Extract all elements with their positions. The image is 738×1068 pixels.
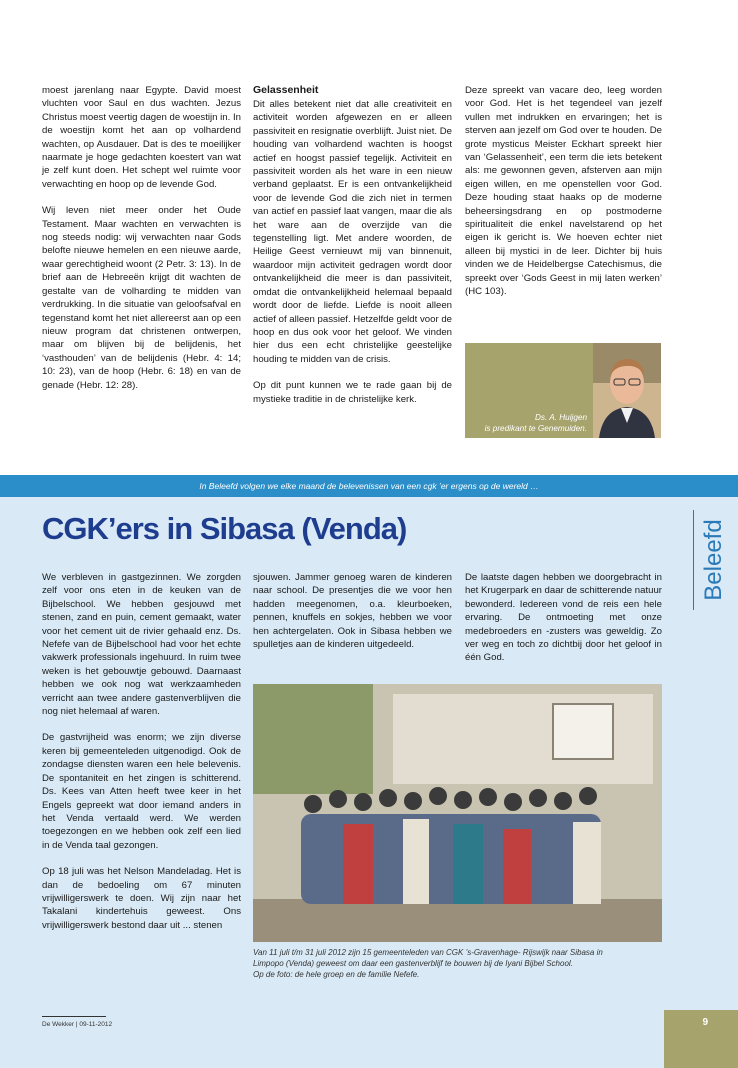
group-photo	[253, 684, 662, 942]
paragraph: De laatste dagen hebben we doorgebracht in het Krugerpark en daar de schitterende natuur bewonderd. Iedereen vond de reis een hele ervaring. De ontmoeting met onze medebroeders en -zusters was geweldig. Zo ver weg en toch zo dichtbij door het geloof in één God.	[465, 572, 662, 664]
article-column-1	[42, 84, 241, 405]
group-photo-image	[253, 684, 662, 942]
paragraph: Wij leven niet meer onder het Oude Testament. Maar wachten en verwachten is nog steeds nodig: wij verwachten naar Gods belofte nieuwe hemelen en een nieuwe aarde, waar gerechtigheid woont (2 Petr. 3: 13). In de brief aan de Hebreeën krijgt dit wachten de gestalte van de volharding te midden van verdrukking. In die situatie van geloofsafval en tegenstand komt het niet allereerst aan op een nieuw program dat christenen ontwerpen, maar om blijven bij de belijdenis, het ‘vasthouden’ van de belijdenis (Hebr. 4: 14; 10: 23), van de hoop (Hebr. 6: 18) en van de genade (Hebr. 12: 28).	[42, 205, 241, 391]
paragraph: sjouwen. Jammer genoeg waren de kinderen naar school. De presentjes die we voor hen hadden meegenomen, o.a. kleurboeken, pennen, knuffels en sokjes, hebben we voor hen achtergelaten. Ook in Sibasa hebben we spulletjes aan de kinderen uitgedeeld.	[253, 572, 452, 651]
story-column-3	[465, 571, 662, 678]
paragraph: Deze spreekt van vacare deo, leeg worden voor God. Het is het tegendeel van jezelf vullen met indrukken en ervaringen; het is sterven aan jezelf om God over te houden. De grote mysticus Meister Eckhart spreekt hier van ‘Gelassenheit’, een term die iets betekent als: me gewonnen geven, afsterven aan mijn eigen willen, en me openstellen voor God. Deze houding staat haaks op de moderne beheersingsdrang en op postmoderne spiritualiteit die enkel navelstarend op het eigen ik gericht is. We hoeven echter niet alleen bij mystici in de leer. Dichter bij huis vinden we de Heidelbergse Catechismus, die spreekt over ‘Gods Geest in mij laten werken’ (HC 103).	[465, 85, 662, 298]
section-heading: Gelassenheit	[253, 84, 319, 96]
paragraph: Op 18 juli was het Nelson Mandeladag. Het is dan de bedoeling om 67 minuten vrijwilligerswerk te doen. Wij zijn naar het Takalani kindertehuis geweest. Ons vrijwilligerswerk bestond daar uit ... stenen	[42, 866, 241, 931]
page-number: 9	[702, 1017, 708, 1028]
author-caption: Ds. A. Huijgen is predikant te Genemuiden.	[484, 413, 587, 433]
section-tab-label: Beleefd	[700, 519, 727, 601]
author-box	[465, 343, 661, 438]
photo-caption: Van 11 juli t/m 31 juli 2012 zijn 15 gemeenteleden van CGK ’s-Gravenhage- Rijswijk naar Sibasa in Limpopo (Venda) geweest om daar een gastenverblijf te bouwen bij de Iyani Bijbel School. Op de foto: de hele groep en de familie Nefefe.	[253, 948, 603, 979]
footer-rule	[42, 1016, 106, 1017]
paragraph: De gastvrijheid was enorm; we zijn diverse keren bij gemeenteleden uitgenodigd. Ook de zondagse diensten waren een hele belevenis. De spontaniteit en het zingen is schitterend. Ds. Kees van Atten heeft twee keer in het Engels gepreekt wat door iemand anders in het Venda vertaald werd. We werden toegezongen en we hebben ook zelf een lied in de Venda taal gezongen.	[42, 732, 241, 851]
article-column-3	[465, 84, 662, 312]
portrait-image	[593, 343, 661, 438]
paragraph: Dit alles betekent niet dat alle creativiteit en activiteit worden afgewezen en er alleen passiviteit en resignatie overblijft. Juist niet. De houding van volhardend wachten is hoogst actief en hoogst passief tegelijk. Activiteit en passiviteit worden als het ware in een nieuw verband geplaatst. Er is een ontvankelijkheid voor de levende God die zich niet in termen van actief en passief laat vangen, maar die als het ware aan de overzijde van die tegenstelling ligt. Met andere woorden, de Heilige Geest vernieuwt mij van binnenuit, waardoor mijn activiteit gedragen wordt door ontvankelijkheid die meer is dan passiviteit, omdat die ontvankelijkheid helemaal bepaald wordt door de liefde. Liefde is nooit alleen actief of alleen passief. Hetzelfde geldt voor de hoop en dus ook voor het geloof. We vinden hier dus een echt christelijke geestelijke houding te midden van de crisis.	[253, 99, 452, 365]
paragraph: moest jarenlang naar Egypte. David moest vluchten voor Saul en dus wachten. Jezus Christus moest veertig dagen de woestijn in. In de woestijn komt het aan op volhardend wachten, op Ausdauer. Dat is des te moeilijker naarmate je hoge gedachten koestert van wat je zelf kunt doen. Het schept wel ruimte voor verwachting en hoop op de levende God.	[42, 85, 241, 190]
story-column-1	[42, 571, 241, 945]
section-tab	[694, 510, 734, 610]
paragraph: We verbleven in gastgezinnen. We zorgden zelf voor ons eten in de keuken van de Bijbelschool. We hebben gesjouwd met stenen, zand en puin, cement gemaakt, water voor het cement uit de rivier gehaald enz. Ds. Nefefe van de Bijbelschool had voor het echte vakwerk professionals ingehuurd. In ruim twee weken is het gebouwtje gebouwd. Daarnaast hebben we ook nog wat werkzaamheden verricht aan twee andere gastenverblijven die nog niet helemaal af waren.	[42, 572, 241, 718]
page-number-box	[664, 1010, 738, 1068]
author-portrait	[593, 343, 661, 438]
section-title: CGK’ers in Sibasa (Venda)	[42, 511, 407, 546]
article-column-2	[253, 84, 452, 419]
section-intro-band: In Beleefd volgen we elke maand de belevenissen van een cgk ’er ergens op de wereld …	[0, 475, 738, 497]
story-column-2	[253, 571, 452, 664]
footer-text: De Wekker | 09-11-2012	[42, 1021, 113, 1028]
paragraph: Op dit punt kunnen we te rade gaan bij de mystieke traditie in de christelijke kerk.	[253, 380, 452, 405]
